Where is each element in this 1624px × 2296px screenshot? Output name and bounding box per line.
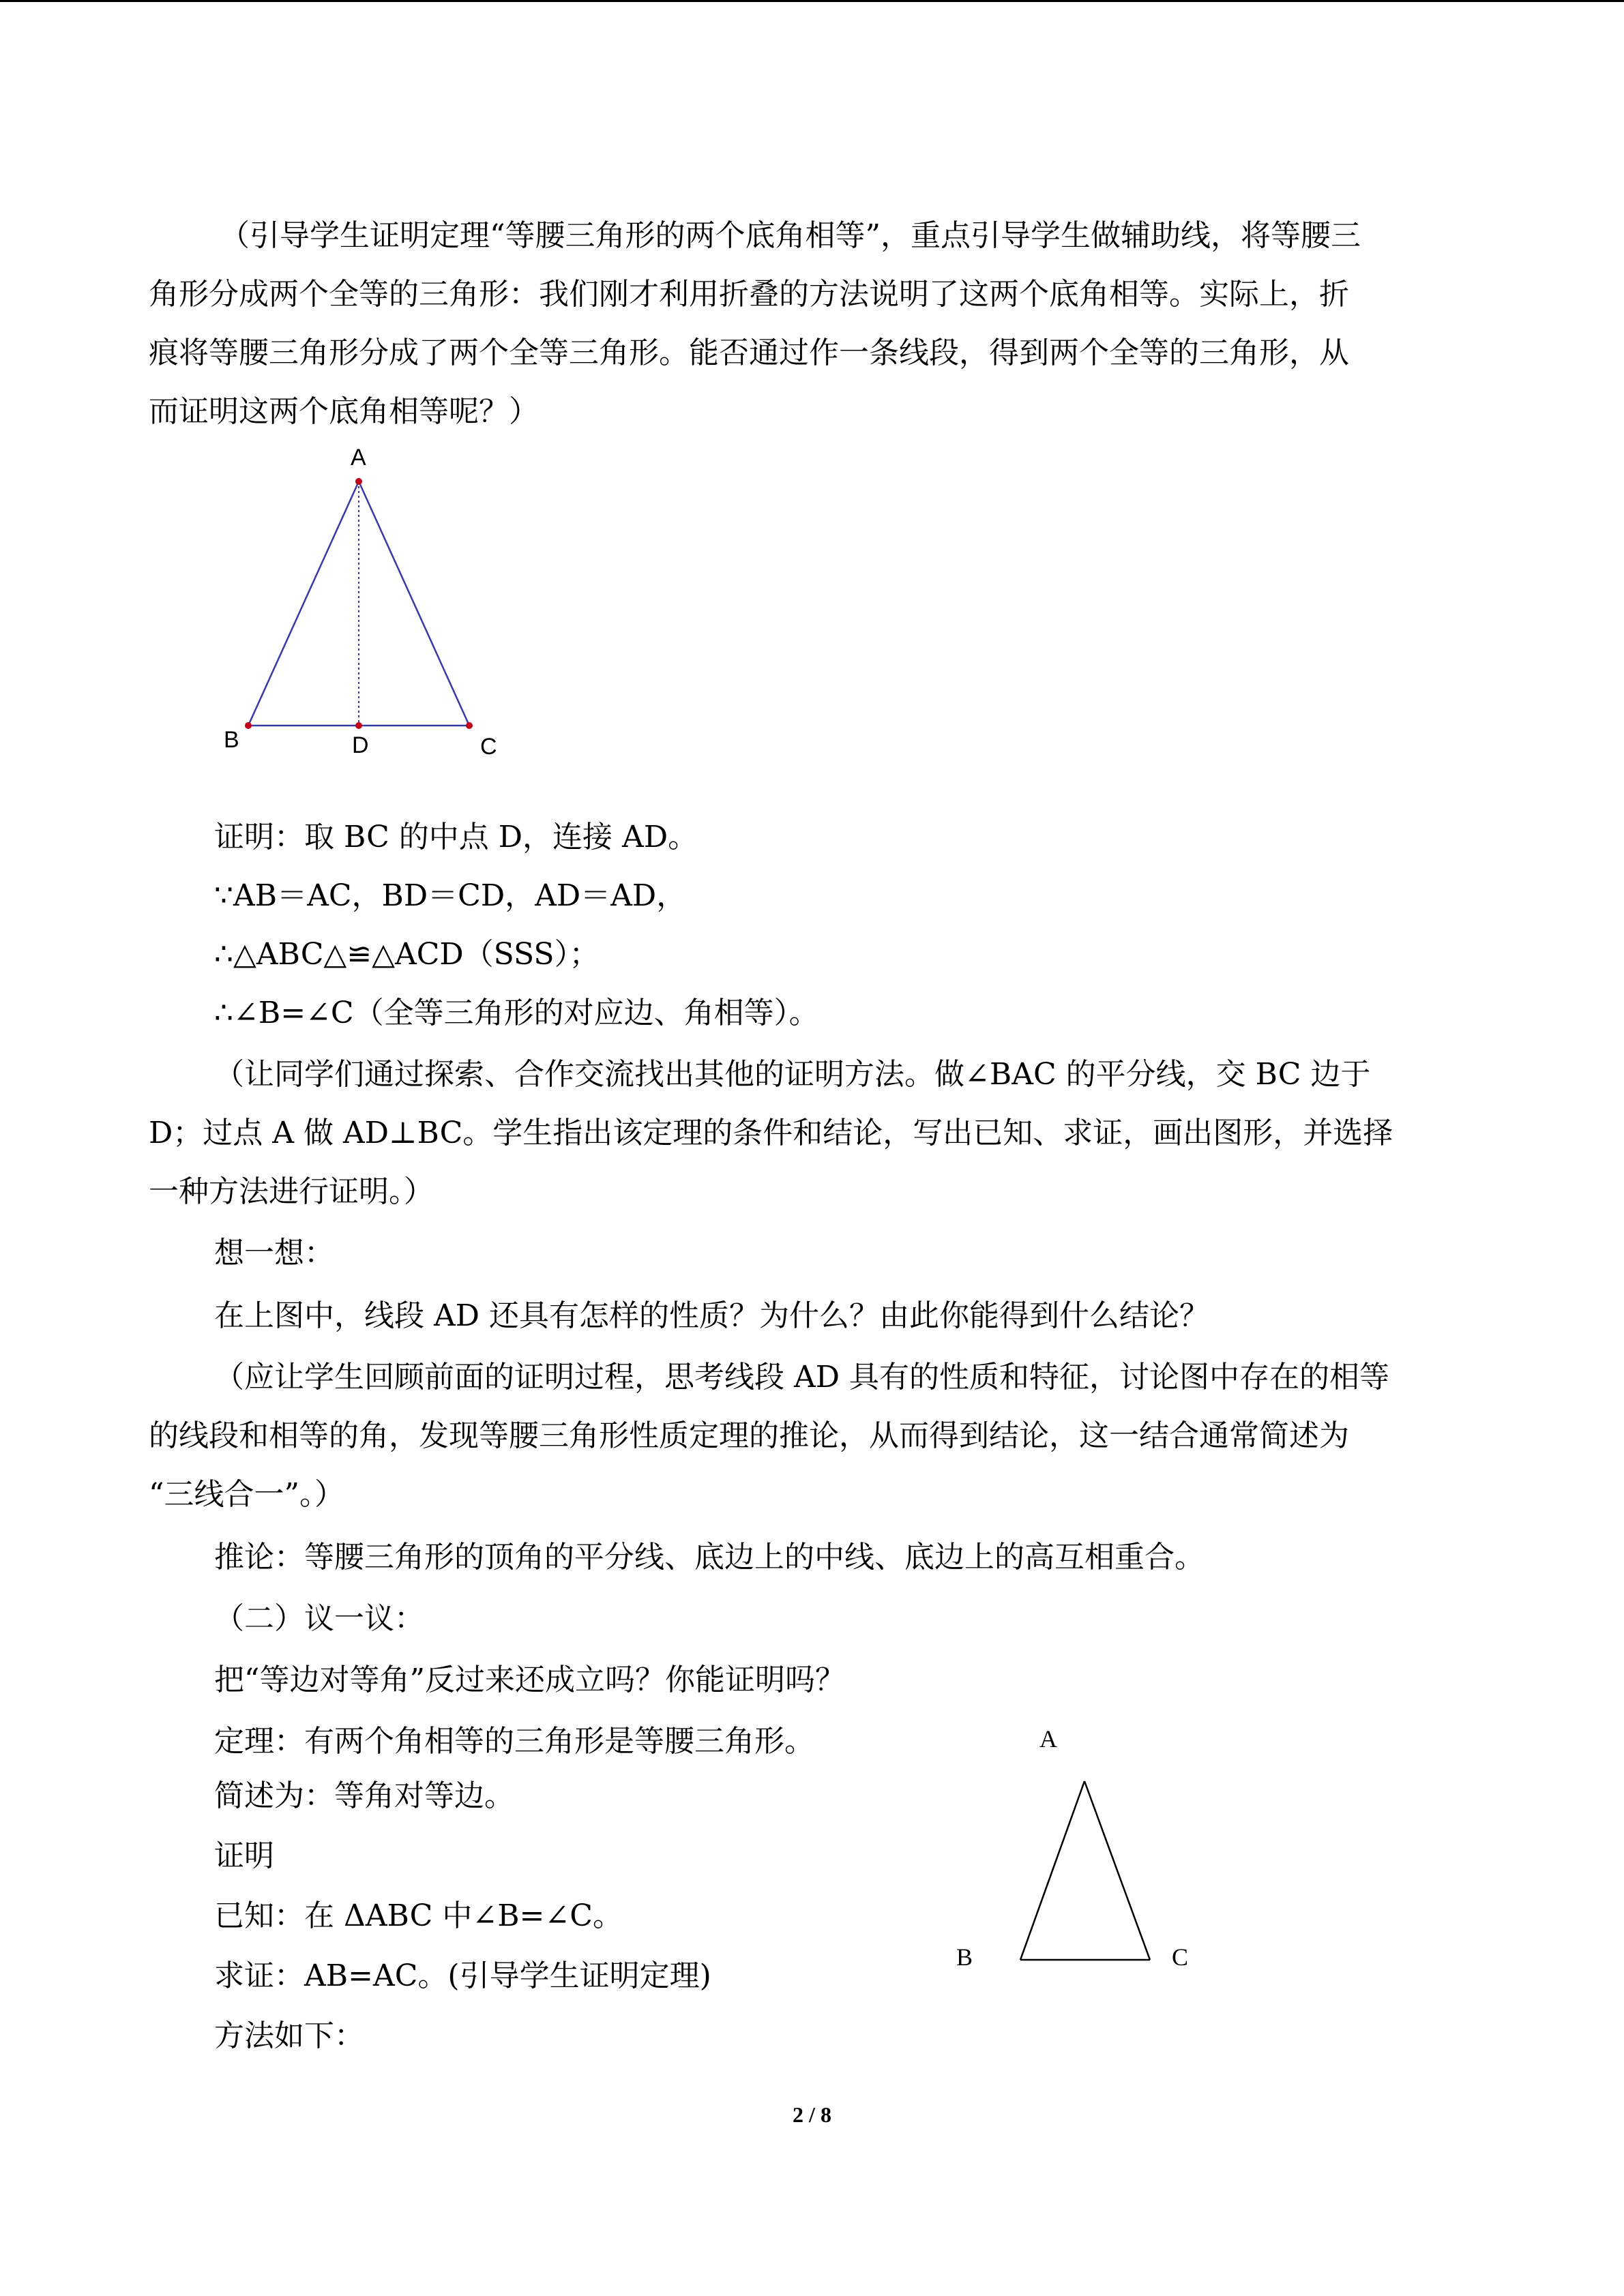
method-line: 方法如下： <box>214 2018 364 2053</box>
paragraph-line: “三线合一”。） <box>149 1477 344 1512</box>
label-c: C <box>480 734 497 760</box>
paragraph-line: （让同学们通过探索、合作交流找出其他的证明方法。做∠BAC 的平分线，交 BC 边于 <box>214 1057 1371 1092</box>
section-title: （二）议一议： <box>214 1601 424 1636</box>
label-a: A <box>351 445 366 471</box>
corollary-line: 推论：等腰三角形的顶角的平分线、底边上的中线、底边上的高互相重合。 <box>214 1540 1205 1575</box>
point-d <box>355 722 362 729</box>
paragraph-line: 痕将等腰三角形分成了两个全等三角形。能否通过作一条线段，得到两个全等的三角形，从 <box>149 336 1349 370</box>
label-b: B <box>224 727 239 753</box>
proof-label: 证明 <box>214 1838 274 1873</box>
brief-line: 简述为：等角对等边。 <box>214 1778 514 1813</box>
label-a: A <box>1039 1725 1057 1753</box>
paragraph-line: 一种方法进行证明。） <box>149 1174 434 1209</box>
question-line: 把“等边对等角”反过来还成立吗？你能证明吗？ <box>214 1663 845 1697</box>
point-a <box>355 478 362 485</box>
label-c: C <box>1172 1943 1189 1971</box>
proof-line: ∵AB＝AC，BD＝CD，AD＝AD， <box>214 878 687 913</box>
point-b <box>245 722 252 729</box>
side-ac <box>359 481 469 726</box>
label-b: B <box>956 1943 973 1971</box>
side-ac <box>1084 1781 1150 1960</box>
page-number: 2 / 8 <box>793 2102 831 2127</box>
question-line: 在上图中，线段 AD 还具有怎样的性质？为什么？由此你能得到什么结论？ <box>214 1298 1210 1333</box>
theorem-line: 定理：有两个角相等的三角形是等腰三角形。 <box>214 1724 814 1759</box>
section-title: 想一想： <box>214 1236 334 1270</box>
paragraph-line: （应让学生回顾前面的证明过程，思考线段 AD 具有的性质和特征，讨论图中存在的相等 <box>214 1360 1390 1395</box>
side-ab <box>1020 1781 1084 1960</box>
paragraph-line: D；过点 A 做 AD⊥BC。学生指出该定理的条件和结论，写出已知、求证，画出图形，并选择 <box>149 1116 1393 1150</box>
paragraph-line: 角形分成两个全等的三角形：我们刚才利用折叠的方法说明了这两个底角相等。实际上，折 <box>149 277 1349 312</box>
paragraph-line: 而证明这两个底角相等呢？） <box>149 394 539 429</box>
proof-line: ∴△ABC△≌△ACD（SSS）； <box>214 937 600 972</box>
proof-line: 证明：取 BC 的中点 D，连接 AD。 <box>214 820 698 854</box>
triangle-figure-1 <box>205 443 518 771</box>
paragraph-line: （引导学生证明定理“等腰三角形的两个底角相等”，重点引导学生做辅助线，将等腰三 <box>220 218 1361 253</box>
point-c <box>466 722 473 729</box>
proof-line: ∴∠B=∠C（全等三角形的对应边、角相等）。 <box>214 996 819 1030</box>
side-ab <box>248 481 359 726</box>
prove-line: 求证：AB=AC。(引导学生证明定理) <box>214 1958 711 1993</box>
triangle-figure-2 <box>941 1718 1228 1991</box>
paragraph-line: 的线段和相等的角，发现等腰三角形性质定理的推论，从而得到结论，这一结合通常简述为 <box>149 1418 1349 1453</box>
top-border-line <box>0 0 1624 2</box>
given-line: 已知：在 ΔABC 中∠B=∠C。 <box>214 1898 623 1933</box>
label-d: D <box>352 732 369 758</box>
